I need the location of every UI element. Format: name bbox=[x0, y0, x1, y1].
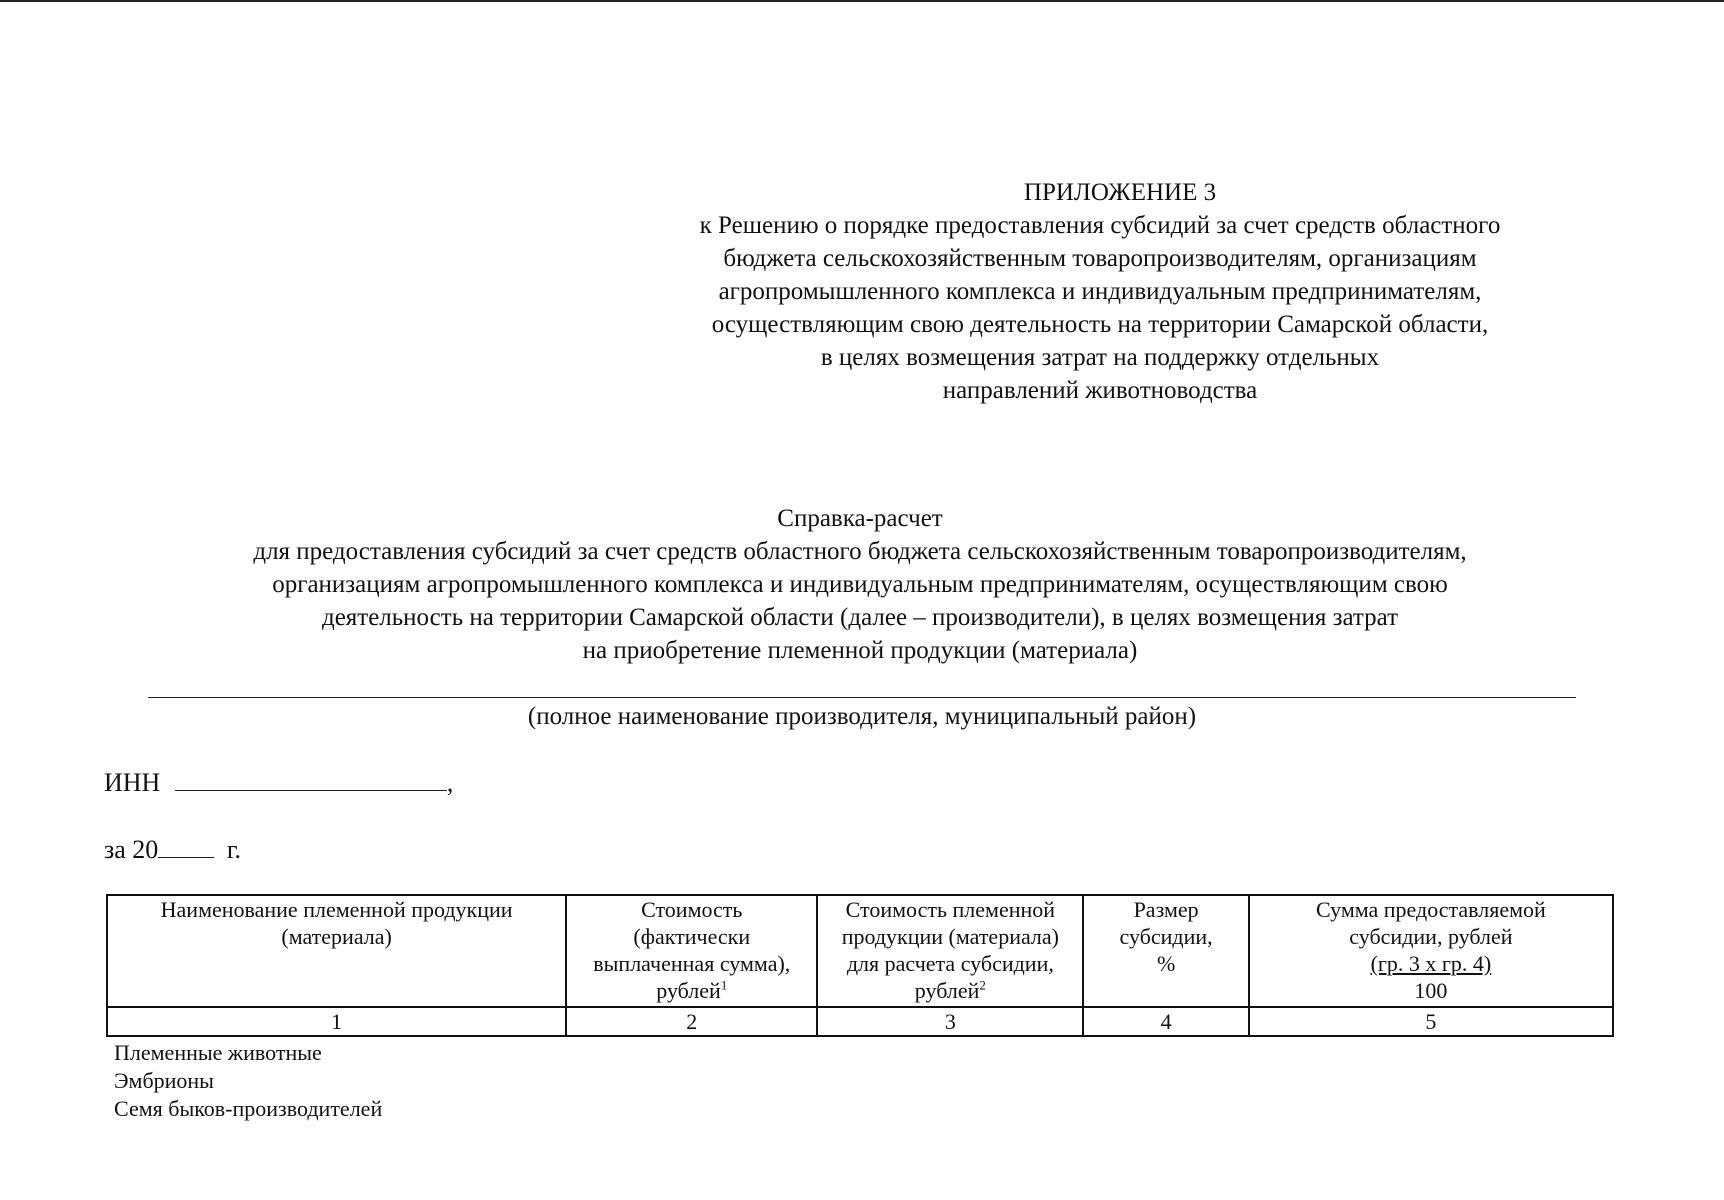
document-title: Справка-расчет bbox=[777, 505, 943, 532]
header-text: выплаченная сумма), bbox=[593, 951, 791, 976]
inn-suffix: , bbox=[446, 768, 454, 797]
column-number: 1 bbox=[107, 1007, 566, 1036]
header-text: субсидии, bbox=[1119, 924, 1213, 949]
inn-blank[interactable] bbox=[175, 766, 447, 791]
heading-line: деятельность на территории Самарской области (далее – производители), в целях возмещения затрат bbox=[321, 604, 1399, 631]
producer-name-caption: (полное наименование производителя, муниципальный район) bbox=[527, 703, 1197, 730]
column-number: 5 bbox=[1249, 1007, 1613, 1036]
column-number-row bbox=[107, 1007, 1613, 1036]
header-subsidy-amount bbox=[1249, 895, 1613, 1007]
page-top-border bbox=[0, 0, 1724, 2]
header-text: Стоимость bbox=[641, 897, 743, 922]
appendix-line: бюджета сельскохозяйственным товаропроизводителям, организациям bbox=[723, 245, 1477, 272]
heading-line: на приобретение племенной продукции (материала) bbox=[582, 637, 1138, 664]
formula-denominator: 100 bbox=[1414, 978, 1448, 1003]
inn-row bbox=[104, 766, 453, 799]
footnote-marker: 1 bbox=[720, 977, 728, 993]
producer-name-blank[interactable] bbox=[148, 697, 1576, 698]
product-list bbox=[114, 1039, 382, 1123]
appendix-line: осуществляющим свою деятельность на территории Самарской области, bbox=[711, 311, 1489, 338]
header-text: Размер bbox=[1133, 897, 1199, 922]
list-item: Племенные животные bbox=[114, 1040, 322, 1065]
header-text: % bbox=[1156, 951, 1176, 976]
column-number: 4 bbox=[1083, 1007, 1248, 1036]
header-subsidy-rate bbox=[1083, 895, 1248, 1007]
inn-label: ИНН bbox=[104, 768, 161, 797]
appendix-title: ПРИЛОЖЕНИЕ 3 bbox=[1023, 179, 1217, 206]
appendix-line: агропромышленного комплекса и индивидуальным предпринимателям, bbox=[718, 278, 1482, 305]
header-text: для расчета субсидии, bbox=[846, 951, 1054, 976]
header-text: субсидии, рублей bbox=[1349, 924, 1513, 949]
appendix-line: направлений животноводства bbox=[942, 377, 1258, 404]
appendix-block bbox=[630, 176, 1570, 407]
header-text: (фактически bbox=[633, 924, 751, 949]
document-heading bbox=[100, 502, 1620, 667]
period-suffix: г. bbox=[226, 835, 242, 864]
column-number: 2 bbox=[566, 1007, 817, 1036]
year-blank[interactable] bbox=[158, 833, 214, 858]
header-text: Стоимость племенной bbox=[845, 897, 1056, 922]
list-item: Эмбрионы bbox=[114, 1068, 214, 1093]
list-item: Семя быков-производителей bbox=[114, 1096, 383, 1121]
table-header-row bbox=[107, 895, 1613, 1007]
header-text: рублей bbox=[914, 978, 980, 1003]
period-row bbox=[104, 833, 241, 866]
appendix-line: к Решению о порядке предоставления субсидий за счет средств областного bbox=[699, 212, 1501, 239]
header-actual-cost bbox=[566, 895, 817, 1007]
footnote-marker: 2 bbox=[979, 977, 986, 993]
header-text: рублей bbox=[656, 978, 721, 1003]
header-text: Наименование племенной продукции bbox=[160, 897, 513, 922]
header-text: продукции (материала) bbox=[841, 924, 1060, 949]
heading-line: организациям агропромышленного комплекса и индивидуальным предпринимателям, осуществляющим свою bbox=[272, 571, 1448, 598]
header-product-name bbox=[107, 895, 566, 1007]
period-prefix: за 20 bbox=[104, 835, 159, 864]
appendix-line: в целях возмещения затрат на поддержку отдельных bbox=[820, 344, 1380, 371]
formula-numerator: (гр. 3 х гр. 4) bbox=[1370, 951, 1492, 976]
header-text: (материала) bbox=[281, 924, 392, 949]
header-cost-for-subsidy bbox=[817, 895, 1083, 1007]
heading-line: для предоставления субсидий за счет средств областного бюджета сельскохозяйственным товаропроизводителям, bbox=[253, 538, 1467, 565]
subsidy-calculation-table bbox=[106, 894, 1614, 1037]
header-text: Сумма предоставляемой bbox=[1315, 897, 1546, 922]
column-number: 3 bbox=[817, 1007, 1083, 1036]
